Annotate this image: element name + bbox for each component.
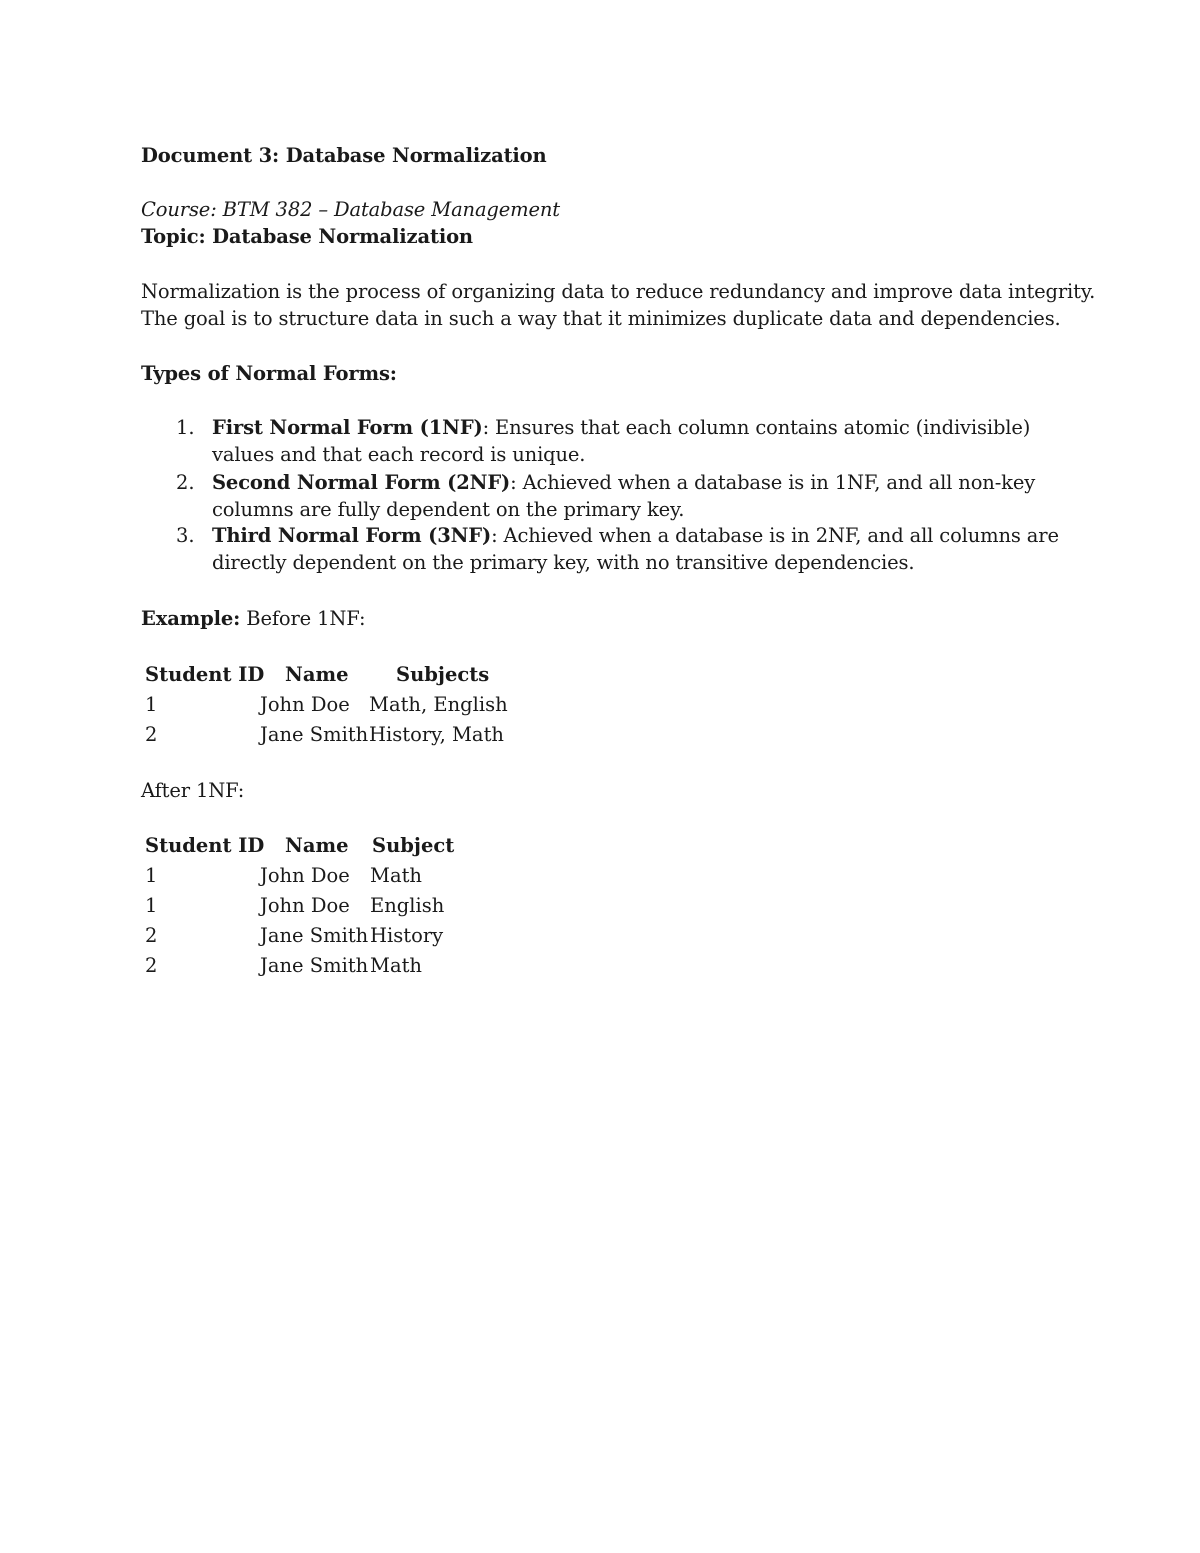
- intro-paragraph-line-2: The goal is to structure data in such a way that it minimizes duplicate data and dependencies.: [141, 307, 1061, 330]
- list-text: [212, 414, 1072, 468]
- table-header-cell: Subjects: [396, 663, 490, 686]
- example-line: [141, 605, 365, 633]
- table-cell: John Doe: [260, 894, 350, 917]
- table-header-cell: Subject: [372, 834, 455, 857]
- page-content: [141, 0, 1096, 1553]
- table-cell: English: [370, 894, 445, 917]
- table-cell: Math, English: [369, 693, 508, 716]
- list-text: [212, 522, 1072, 576]
- list-description-line-2: columns are fully dependent on the primary key.: [212, 498, 685, 521]
- list-description-line-1: : Achieved when a database is in 1NF, and all non-key: [510, 471, 1036, 494]
- table-cell: History, Math: [369, 723, 504, 746]
- list-description-line-2: directly dependent on the primary key, with no transitive dependencies.: [212, 551, 915, 574]
- intro-paragraph-line-1: Normalization is the process of organizing data to reduce redundancy and improve data integrity.: [141, 280, 1096, 303]
- table-cell: John Doe: [260, 693, 350, 716]
- table-header-cell: Student ID: [145, 834, 265, 857]
- topic-line: Topic: Database Normalization: [141, 225, 473, 248]
- list-term: Second Normal Form (2NF): [212, 471, 511, 494]
- example-text: Before 1NF:: [240, 607, 366, 630]
- table-cell: 2: [145, 924, 158, 947]
- list-number: 3.: [176, 524, 195, 547]
- table-cell: Jane Smith: [260, 954, 369, 977]
- example-label: Example:: [141, 607, 241, 630]
- list-text: [212, 469, 1072, 523]
- table-cell: History: [370, 924, 444, 947]
- table-cell: Math: [370, 864, 422, 887]
- table-header-cell: Name: [285, 663, 349, 686]
- list-number: 2.: [176, 471, 195, 494]
- after-label: After 1NF:: [141, 779, 245, 802]
- table-cell: 1: [145, 864, 158, 887]
- table-cell: 2: [145, 723, 158, 746]
- table-header-cell: Student ID: [145, 663, 265, 686]
- table-cell: 2: [145, 954, 158, 977]
- table-cell: Jane Smith: [260, 924, 369, 947]
- table-cell: John Doe: [260, 864, 350, 887]
- table-cell: Jane Smith: [260, 723, 369, 746]
- list-description-line-2: values and that each record is unique.: [212, 443, 586, 466]
- table-cell: 1: [145, 894, 158, 917]
- types-heading: Types of Normal Forms:: [141, 362, 397, 385]
- table-cell: Math: [370, 954, 422, 977]
- list-description-line-1: : Achieved when a database is in 2NF, and all columns are: [491, 524, 1059, 547]
- list-number: 1.: [176, 416, 195, 439]
- table-cell: 1: [145, 693, 158, 716]
- list-description-line-1: : Ensures that each column contains atomic (indivisible): [482, 416, 1031, 439]
- table-header-cell: Name: [285, 834, 349, 857]
- list-term: First Normal Form (1NF): [212, 416, 483, 439]
- list-term: Third Normal Form (3NF): [212, 524, 492, 547]
- document-title: Document 3: Database Normalization: [141, 144, 547, 167]
- course-line: Course: BTM 382 – Database Management: [141, 198, 560, 221]
